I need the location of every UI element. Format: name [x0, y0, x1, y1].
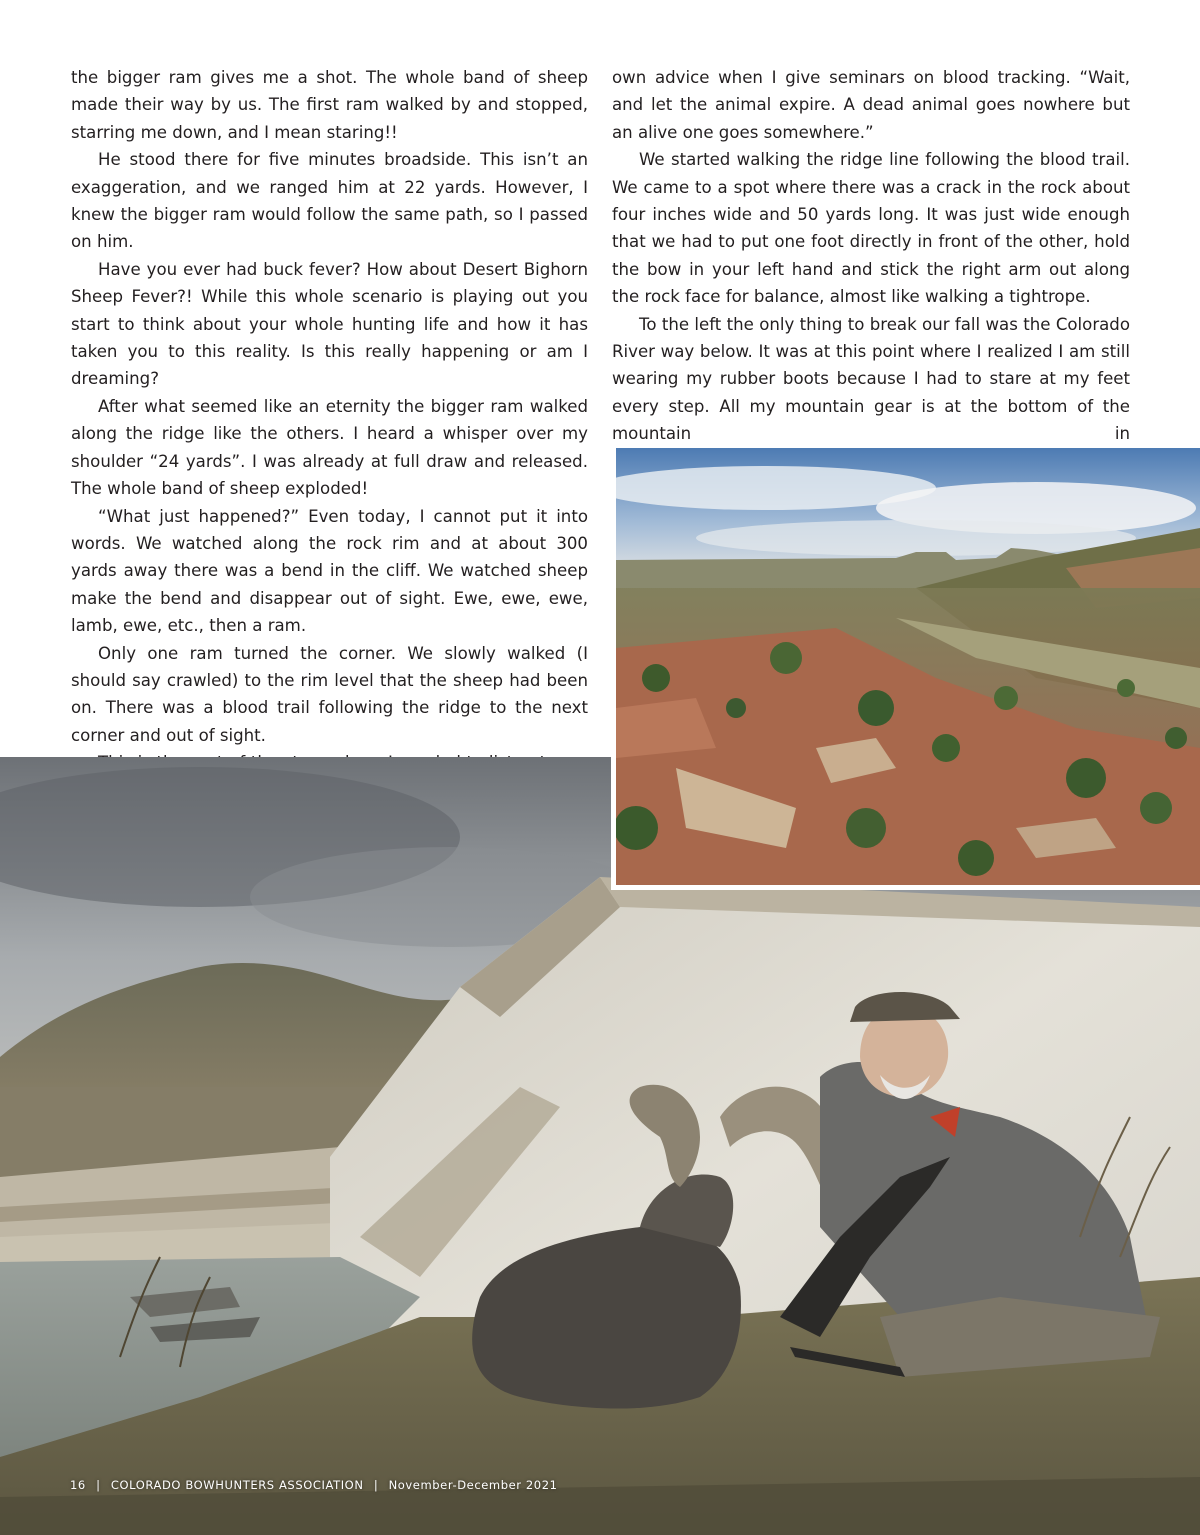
article-column-right [612, 64, 1130, 448]
canyon-landscape-photo [611, 443, 1200, 890]
paragraph: Only one ram turned the corner. We slowly walked (I should say crawled) to the rim level that the sheep had been on. There was a blood trail following the ridge to the next corner and out of sight. [71, 643, 588, 745]
article-column-left [71, 64, 588, 777]
paragraph: the bigger ram gives me a shot. The whole band of sheep made their way by us. The first ram walked by and stopped, starring me down, and I mean staring!! [71, 68, 588, 142]
page-number: 16 [70, 1478, 86, 1492]
paragraph: To the left the only thing to break our fall was the Colorado River way below. It was at this point where I realized I am still wearing my rubber boots because I had to stare at my feet every step. All my mountain gear is at the bottom of the mountain in [612, 314, 1130, 444]
paragraph: own advice when I give seminars on blood tracking. “Wait, and let the animal expire. A dead animal goes nowhere but an alive one goes somewhere.” [612, 68, 1130, 142]
paragraph: “What just happened?” Even today, I cannot put it into words. We watched along the rock rim and at about 300 yards away there was a bend in the cliff. We watched sheep make the bend and disappear out of sight. Ewe, ewe, ewe, lamb, ewe, etc., then a ram. [71, 506, 588, 636]
paragraph: We started walking the ridge line following the blood trail. We came to a spot where there was a crack in the rock about four inches wide and 50 yards long. It was just wide enough that we had to put one foot directly in front of the other, hold the bow in your left hand and stick the right arm out along the rock face for balance, almost like walking a tightrope. [612, 150, 1130, 307]
paragraph: Have you ever had buck fever? How about Desert Bighorn Sheep Fever?! While this whole scenario is playing out you start to think about your whole hunting life and how it has taken you to this reality. Is this really happening or am I dreaming? [71, 259, 588, 389]
paragraph: He stood there for five minutes broadside. This isn’t an exaggeration, and we ranged him at 22 yards. However, I knew the bigger ram would follow the same path, so I passed on him. [71, 150, 588, 252]
issue-date: November-December 2021 [388, 1478, 558, 1492]
footer-separator: | [373, 1478, 379, 1492]
canyon-landscape-illustration [616, 448, 1200, 890]
page-footer [70, 1478, 558, 1492]
footer-separator: | [96, 1478, 101, 1492]
publication-name: COLORADO BOWHUNTERS ASSOCIATION [110, 1478, 364, 1492]
paragraph: After what seemed like an eternity the bigger ram walked along the ridge like the others. I heard a whisper over my shoulder “24 yards”. I was already at full draw and released. The whole band of sheep exploded! [71, 396, 588, 499]
